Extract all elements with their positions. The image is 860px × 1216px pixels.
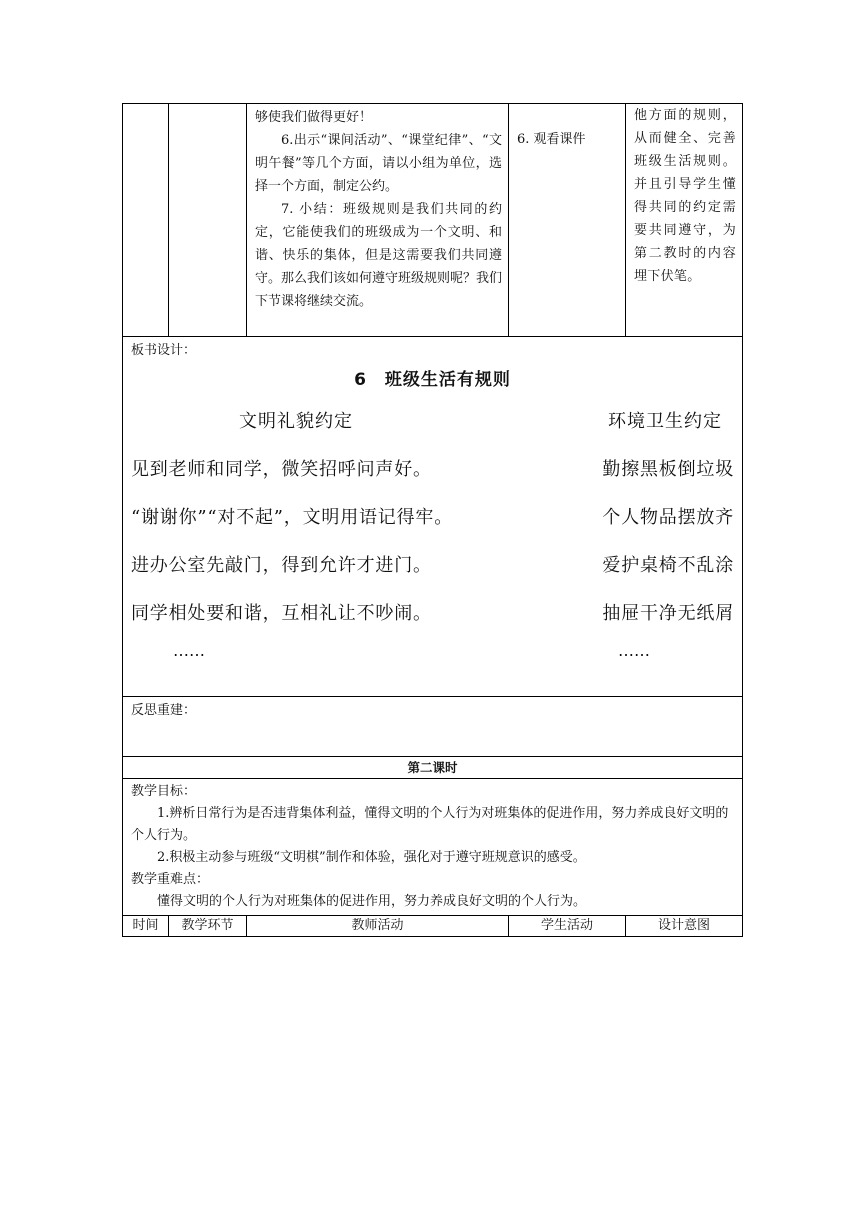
header-intent: 设计意图 (626, 916, 743, 937)
key-points-label: 教学重难点： (131, 872, 210, 887)
goal-item: 2.积极主动参与班级“文明棋”制作和体验，强化对于遵守班规意识的感受。 (157, 850, 586, 865)
teacher-line: 够使我们做得更好！ (255, 110, 373, 125)
goal-item: 1.辨析日常行为是否违背集体利益，懂得文明的个人行为对班集体的促进作用，努力养成良好文明的个人行为。 (131, 806, 729, 843)
board-design-row (123, 337, 743, 697)
right-ellipsis: …… (618, 641, 650, 660)
board-title-number: 6 (354, 370, 367, 390)
board-title (123, 369, 742, 392)
time-cell (123, 104, 169, 337)
left-ellipsis: …… (173, 641, 205, 660)
right-heading: 环境卫生约定 (608, 411, 722, 432)
lesson2-goals-row (123, 779, 743, 916)
right-rule-line: 个人物品摆放齐 (602, 507, 734, 528)
header-student: 学生活动 (509, 916, 626, 937)
activity-row (123, 104, 743, 337)
lesson-plan-table (122, 103, 743, 937)
header-teacher: 教师活动 (247, 916, 509, 937)
board-design (123, 337, 742, 696)
teacher-line: 6.出示“课间活动”、“课堂纪律”、“文明午餐”等几个方面，请以小组为单位，选择一个方面，制定公约。 (255, 133, 502, 194)
lesson-plan-page (122, 103, 742, 937)
lesson2-goals-cell (123, 779, 743, 916)
teacher-line: 7. 小结：班级规则是我们共同的约定，它能使我们的班级成为一个文明、和谐、快乐的集体，但是这需要我们共同遵守。那么我们该如何遵守班级规则呢？我们下节课将继续交流。 (255, 202, 503, 309)
left-heading: 文明礼貌约定 (239, 411, 353, 432)
column-header-row (123, 916, 743, 937)
goals-label: 教学目标： (131, 784, 197, 799)
left-rule-line: 同学相处要和谐，互相礼让不吵闹。 (131, 603, 432, 624)
student-activity-cell: 6. 观看课件 (509, 104, 626, 337)
board-design-label: 板书设计： (131, 343, 197, 358)
reflection-label: 反思重建： (131, 703, 197, 718)
header-time: 时间 (123, 916, 169, 937)
left-rule-line: 见到老师和同学，微笑招呼问声好。 (131, 459, 432, 480)
right-rule-line: 抽屉干净无纸屑 (602, 603, 734, 624)
board-title-text: 班级生活有规则 (384, 370, 511, 390)
left-rule-line: “谢谢你”“对不起”，文明用语记得牢。 (131, 507, 454, 528)
left-rule-line: 进办公室先敲门，得到允许才进门。 (131, 555, 432, 576)
right-rule-line: 勤擦黑板倒垃圾 (602, 459, 734, 480)
reflection-cell (123, 697, 743, 757)
right-rule-line: 爱护桌椅不乱涂 (602, 555, 734, 576)
design-intent-cell: 他方面的规则，从而健全、完善班级生活规则。并且引导学生懂得共同的约定需要共同遵守，为第二教时的内容埋下伏笔。 (626, 104, 743, 337)
stage-cell (169, 104, 247, 337)
reflection-row (123, 697, 743, 757)
header-stage: 教学环节 (169, 916, 247, 937)
board-design-cell (123, 337, 743, 697)
key-points-text: 懂得文明的个人行为对班集体的促进作用，努力养成良好文明的个人行为。 (157, 894, 587, 909)
lesson2-title: 第二课时 (123, 757, 743, 779)
lesson2-title-row (123, 757, 743, 779)
teacher-activity-cell (247, 104, 509, 337)
